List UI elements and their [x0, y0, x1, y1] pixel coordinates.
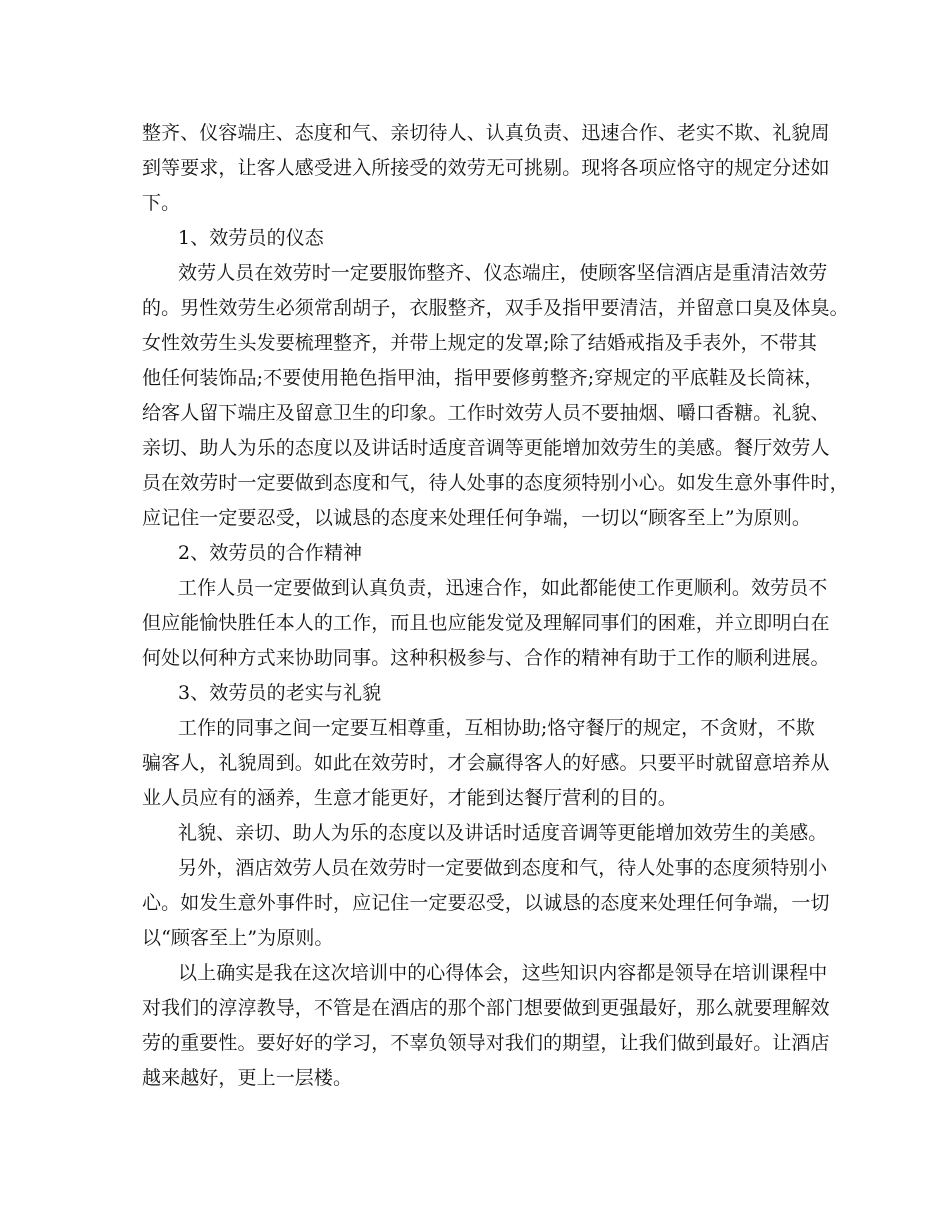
text-line: 工作人员一定要做到认真负责，迅速合作，如此都能使工作更顺利。效劳员不: [178, 577, 828, 599]
text-line: 他任何装饰品;不要使用艳色指甲油，指甲要修剪整齐;穿规定的平底鞋及长筒袜，: [142, 367, 824, 389]
text-line: 对我们的淳淳教导，不管是在酒店的那个部门想要做到更强最好，那么就要理解效: [142, 997, 830, 1019]
text-line: 何处以何种方式来协助同事。这种积极参与、合作的精神有助于工作的顺利进展。: [142, 647, 830, 669]
text-line: 业人员应有的涵养，生意才能更好，才能到达餐厅营利的目的。: [142, 787, 677, 809]
text-line: 以“顾客至上”为原则。: [142, 927, 334, 949]
text-line: 效劳人员在效劳时一定要服饰整齐、仪态端庄，使顾客坚信酒店是重清洁效劳: [178, 262, 828, 284]
text-line: 女性效劳生头发要梳理整齐，并带上规定的发罩;除了结婚戒指及手表外，不带其: [142, 332, 818, 354]
text-line: 骗客人，礼貌周到。如此在效劳时，才会赢得客人的好感。只要平时就留意培养从: [142, 752, 830, 774]
text-line: 下。: [142, 192, 181, 214]
text-line: 员在效劳时一定要做到态度和气，待人处事的态度须特别小心。如发生意外事件时，: [142, 472, 849, 494]
section-heading: 1、效劳员的仪态: [178, 227, 324, 249]
text-line: 的。男性效劳生必须常刮胡子，衣服整齐，双手及指甲要清洁，并留意口臭及体臭。: [142, 297, 849, 319]
section-heading: 2、效劳员的合作精神: [178, 542, 363, 564]
text-line: 越来越好，更上一层楼。: [142, 1067, 353, 1089]
text-line: 以上确实是我在这次培训中的心得体会，这些知识内容都是领导在培训课程中: [178, 962, 828, 984]
text-line: 但应能愉快胜任本人的工作，而且也应能发觉及理解同事们的困难，并立即明白在: [142, 612, 830, 634]
text-line: 工作的同事之间一定要互相尊重，互相协助;恪守餐厅的规定，不贪财，不欺: [178, 717, 815, 739]
text-line: 另外，酒店效劳人员在效劳时一定要做到态度和气，待人处事的态度须特别小: [178, 857, 828, 879]
text-line: 劳的重要性。要好好的学习，不辜负领导对我们的期望，让我们做到最好。让酒店: [142, 1032, 830, 1054]
section-heading: 3、效劳员的老实与礼貌: [178, 682, 382, 704]
text-line: 整齐、仪容端庄、态度和气、亲切待人、认真负责、迅速合作、老实不欺、礼貌周: [142, 122, 830, 144]
text-line: 给客人留下端庄及留意卫生的印象。工作时效劳人员不要抽烟、嚼口香糖。礼貌、: [142, 402, 830, 424]
text-line: 亲切、助人为乐的态度以及讲话时适度音调等更能增加效劳生的美感。餐厅效劳人: [142, 437, 830, 459]
text-line: 到等要求，让客人感受进入所接受的效劳无可挑剔。现将各项应恪守的规定分述如: [142, 157, 830, 179]
document-body: [142, 116, 849, 1096]
text-line: 心。如发生意外事件时，应记住一定要忍受，以诚恳的态度来处理任何争端，一切: [142, 892, 830, 914]
text-line: 应记住一定要忍受，以诚恳的态度来处理任何争端，一切以“顾客至上”为原则。: [142, 507, 812, 529]
text-line: 礼貌、亲切、助人为乐的态度以及讲话时适度音调等更能增加效劳生的美感。: [178, 822, 828, 844]
